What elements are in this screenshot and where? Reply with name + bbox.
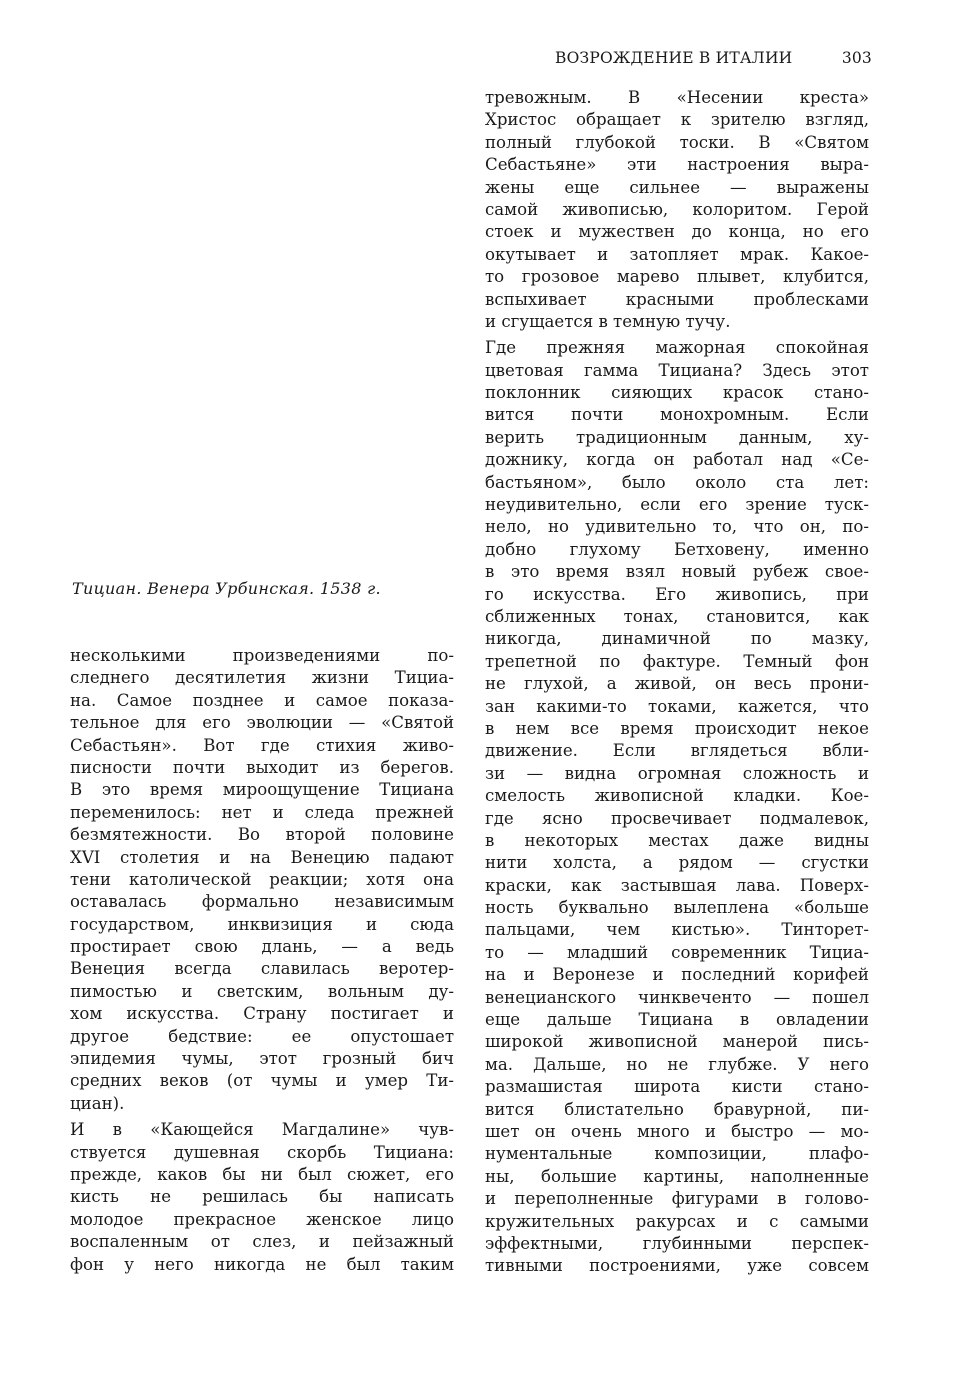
text-line: оставалась формально независимым xyxy=(70,892,454,912)
text-line: кисть не решилась бы написать xyxy=(70,1187,454,1207)
text-line: вится блистательно бравурной, пи- xyxy=(485,1099,869,1119)
text-line: прежде, каков бы ни был сюжет, его xyxy=(70,1164,454,1184)
text-line: на и Веронезе и последний корифей xyxy=(485,965,869,985)
text-line: в некоторых местах даже видны xyxy=(485,830,869,850)
text-line: полный глубокой тоски. В «Святом xyxy=(485,132,869,152)
image-caption: Тициан. Венера Урбинская. 1538 г. xyxy=(72,579,381,598)
text-line: воспаленным от слез, и пейзажный xyxy=(70,1232,454,1252)
text-line: го искусства. Его живопись, при xyxy=(485,584,869,604)
text-line: добно глухому Бетховену, именно xyxy=(485,539,869,559)
right-text-column xyxy=(485,87,869,1278)
text-line: неудивительно, если его зрение туск- xyxy=(485,495,869,515)
text-line: эффектными, глубинными перспек- xyxy=(485,1233,869,1253)
text-line: в нем все время происходит некое xyxy=(485,718,869,738)
text-line: сближенных тонах, становится, как xyxy=(485,606,869,626)
text-line: движение. Если вглядеться вбли- xyxy=(485,741,869,761)
text-line: ма. Дальше, но не глубже. У него xyxy=(485,1054,869,1074)
text-line: хом искусства. Страну постигает и xyxy=(70,1004,454,1024)
text-line: нументальные композиции, плафо- xyxy=(485,1144,869,1164)
text-line: тельное для его эволюции — «Святой xyxy=(70,713,454,733)
text-line: Себастьян». Вот где стихия живо- xyxy=(70,735,454,755)
text-line: нело, но удивительно то, что он, по- xyxy=(485,517,869,537)
text-line: размашистая широта кисти стано- xyxy=(485,1077,869,1097)
text-line: жены еще сильнее — выражены xyxy=(485,177,869,197)
text-line: тревожным. В «Несении креста» xyxy=(485,88,869,107)
text-line: цветовая гамма Тициана? Здесь этот xyxy=(485,360,869,380)
text-line: то грозовое марево плывет, клубится, xyxy=(485,267,869,287)
text-line: поклонник сияющих красок стано- xyxy=(485,383,869,403)
text-line: Христос обращает к зрителю взгляд, xyxy=(485,110,869,130)
text-line: Венеция всегда славилась веротер- xyxy=(70,959,454,979)
text-line: безмятежности. Во второй половине xyxy=(70,825,454,845)
text-line: нити холста, а рядом — сгустки xyxy=(485,853,869,873)
running-head xyxy=(555,49,872,71)
text-line: не глухой, а живой, он весь прони- xyxy=(485,674,869,694)
text-line: циан). xyxy=(70,1093,125,1113)
section-title: ВОЗРОЖДЕНИЕ В ИТАЛИИ xyxy=(555,49,793,67)
text-line: еще дальше Тициана в овладении xyxy=(485,1010,869,1030)
text-line: простирает свою длань, — а ведь xyxy=(70,937,454,957)
text-line: кружительных ракурсах и с самыми xyxy=(485,1211,869,1231)
text-line: пальцами, чем кистью». Тинторет- xyxy=(485,920,869,940)
text-line: ны, большие картины, наполненные xyxy=(485,1166,869,1186)
text-line: Себастьяне» эти настроения выра- xyxy=(485,155,869,175)
text-line: никогда, динамичной по мазку, xyxy=(485,629,869,649)
text-line: писности почти выходит из берегов. xyxy=(70,757,454,777)
text-line: ность буквально вылеплена «больше xyxy=(485,898,869,918)
text-line: XVI столетия и на Венецию падают xyxy=(70,847,454,867)
text-line: смелость живописной кладки. Кое- xyxy=(485,786,869,806)
text-line: трепетной по фактуре. Темный фон xyxy=(485,651,869,671)
text-line: самой живописью, колоритом. Герой xyxy=(485,199,869,219)
text-line: Где прежняя мажорная спокойная xyxy=(485,338,869,358)
text-line: И в «Кающейся Магдалине» чув- xyxy=(70,1120,454,1140)
text-line: и сгущается в темную тучу. xyxy=(485,311,731,331)
text-line: широкой живописной манерой пись- xyxy=(485,1032,869,1052)
text-line: на. Самое позднее и самое показа- xyxy=(70,690,454,710)
text-line: пимостью и светским, вольным ду- xyxy=(70,981,454,1001)
text-line: переменилось: нет и следа прежней xyxy=(70,802,454,822)
text-line: средних веков (от чумы и умер Ти- xyxy=(70,1071,454,1091)
text-line: ствуется душевная скорбь Тициана: xyxy=(70,1142,454,1162)
text-line: шет он очень много и быстро — мо- xyxy=(485,1121,869,1141)
text-line: вится почти монохромным. Если xyxy=(485,405,869,425)
text-line: зан какими-то токами, кажется, что xyxy=(485,696,869,716)
text-line: венецианского чинквеченто — пошел xyxy=(485,987,869,1007)
text-line: тивными построениями, уже совсем xyxy=(485,1256,869,1276)
text-line: и переполненные фигурами в голово- xyxy=(485,1189,869,1209)
text-line: стоек и мужествен до конца, но его xyxy=(485,222,869,242)
text-line: то — младший современник Тициа- xyxy=(485,942,869,962)
text-line: в это время взял новый рубеж свое- xyxy=(485,562,869,582)
text-line: другое бедствие: ее опустошает xyxy=(70,1026,454,1046)
text-line: верить традиционным данным, ху- xyxy=(485,427,869,447)
text-line: следнего десятилетия жизни Тициа- xyxy=(70,668,454,688)
text-line: эпидемия чумы, этот грозный бич xyxy=(70,1049,454,1069)
text-line: несколькими произведениями по- xyxy=(70,646,454,665)
left-text-column xyxy=(70,645,454,1276)
text-line: государством, инквизиция и сюда xyxy=(70,914,454,934)
page-number: 303 xyxy=(841,49,872,67)
text-line: молодое прекрасное женское лицо xyxy=(70,1209,454,1229)
text-line: зи — видна огромная сложность и xyxy=(485,763,869,783)
text-line: окутывает и затопляет мрак. Какое- xyxy=(485,244,869,264)
text-line: фон у него никогда не был таким xyxy=(70,1254,454,1274)
text-line: бастьяном», было около ста лет: xyxy=(485,472,869,492)
text-line: где ясно просвечивает подмалевок, xyxy=(485,808,869,828)
text-line: краски, как застывшая лава. Поверх- xyxy=(485,875,869,895)
text-line: тени католической реакции; хотя она xyxy=(70,869,454,889)
text-line: дожнику, когда он работал над «Се- xyxy=(485,450,869,470)
text-line: вспыхивает красными проблесками xyxy=(485,289,869,309)
text-line: В это время мироощущение Тициана xyxy=(70,780,454,800)
